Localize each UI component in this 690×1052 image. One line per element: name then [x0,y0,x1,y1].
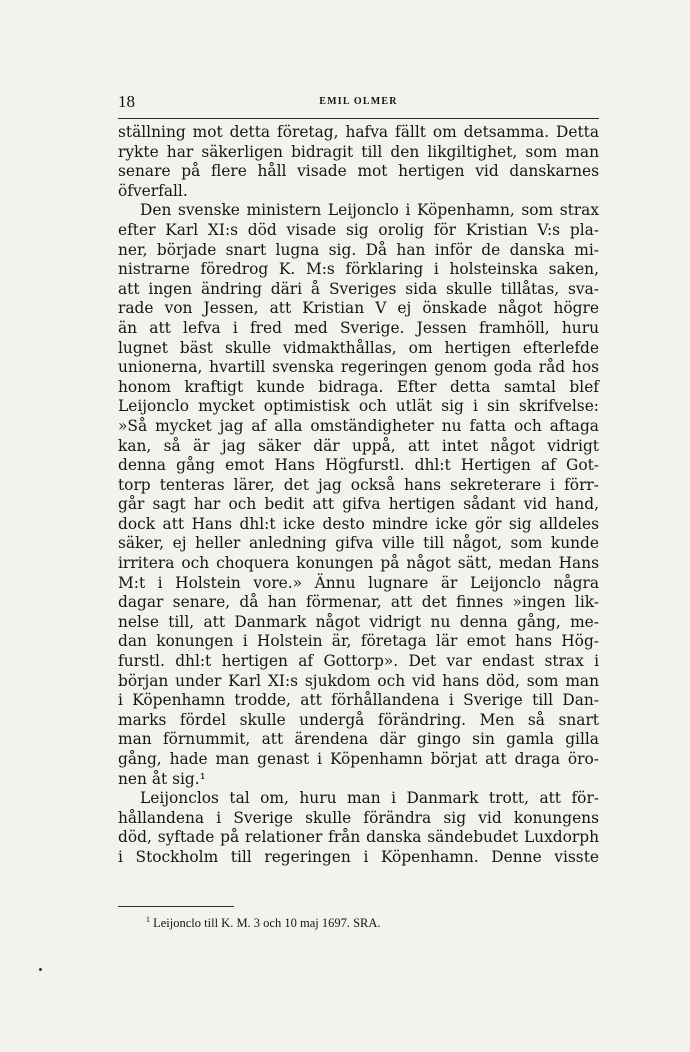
text-line: M:t i Holstein vore.» Ännu lugnare är Leijonclo några [118,573,599,592]
text-line: furstl. dhl:t hertigen af Gottorp». Det var endast strax i [118,652,599,671]
text-line: död, syftade på relationer från danska sändebudet Luxdorph [118,828,599,847]
header-rule [118,118,599,119]
text-line: honom kraftigt kunde bidraga. Efter detta samtal blef [118,377,599,396]
text-line: rade von Jessen, att Kristian V ej önskade något högre [118,299,599,318]
text-line: början under Karl XI:s sjukdom och vid hans död, som man [118,671,599,690]
footnote [146,915,381,931]
text-line: nen åt sig.¹ [118,769,206,788]
footnote-text: Leijonclo till K. M. 3 och 10 maj 1697. SRA. [150,916,381,930]
text-line: hållandena i Sverige skulle förändra sig vid konungens [118,808,599,827]
text-line: dagar senare, då han förmenar, att det finnes »ingen lik- [118,593,599,612]
text-line: i Stockholm till regeringen i Köpenhamn. Denne visste [118,847,599,866]
text-line: gång, hade man genast i Köpenhamn börjat att draga öro- [118,750,599,768]
text-line: ställning mot detta företag, hafva fällt om detsamma. Detta [118,123,599,141]
text-line: dan konungen i Holstein är, företaga lär emot hans Hög- [118,632,599,651]
text-line: efter Karl XI:s död visade sig orolig för Kristian V:s pla- [118,220,599,239]
text-line: säker, ej heller anledning gifva ville till något, som kunde [118,534,599,553]
text-line: nistrarne föredrog K. M:s förklaring i holsteinska saken, [118,260,599,279]
text-line: torp tenteras lärer, det jag också hans sekreterare i förr- [118,475,599,494]
text-line: dock att Hans dhl:t icke desto mindre icke gör sig alldeles [118,514,599,533]
text-line: går sagt har och bedit att gifva hertigen sådant vid hand, [118,495,599,514]
text-line: än att lefva i fred med Sverige. Jessen framhöll, huru [118,318,599,337]
text-line: senare på flere håll visade mot hertigen vid danskarnes [118,162,599,181]
footnote-marker: 1 [146,915,150,924]
text-line: öfverfall. [118,181,188,200]
text-line: Leijonclo mycket optimistisk och utlät sig i sin skrifvelse: [118,397,599,416]
text-line: i Köpenhamn trodde, att förhållandena i Sverige till Dan- [118,691,599,710]
margin-speck [39,968,42,971]
text-line: »Så mycket jag af alla omständigheter nu fatta och aftaga [118,416,599,435]
text-line: man förnummit, att ärendena där gingo sin gamla gilla [118,730,599,749]
text-line: rykte har säkerligen bidragit till den likgiltighet, som man [118,142,599,161]
body-text [118,123,599,868]
text-line: ner, började snart lugna sig. Då han inför de danska mi- [118,240,599,259]
text-line: kan, så är jag säker där uppå, att intet något vidrigt [118,436,599,455]
text-line: nelse till, att Danmark något vidrigt nu denna gång, me- [118,612,599,631]
text-line: marks fördel skulle undergå förändring. Men så snart [118,710,599,729]
text-line: denna gång emot Hans Högfurstl. dhl:t Hertigen af Got- [118,456,599,475]
text-line: unionerna, hvartill svenska regeringen genom goda råd hos [118,358,599,377]
text-line: Den svenske ministern Leijonclo i Köpenhamn, som strax [140,201,599,220]
text-line: att ingen ändring däri å Sveriges sida skulle tillåtas, sva- [118,279,599,298]
text-line: lugnet bäst skulle vidmakthållas, om hertigen efterlefde [118,338,599,357]
text-line: Leijonclos tal om, huru man i Danmark trott, att för- [140,789,599,808]
footnote-rule [118,906,234,907]
text-line: irritera och choquera konungen på något sätt, medan Hans [118,554,599,573]
page-header [118,92,599,114]
running-head: EMIL OLMER [319,96,398,107]
page-number: 18 [118,92,135,111]
